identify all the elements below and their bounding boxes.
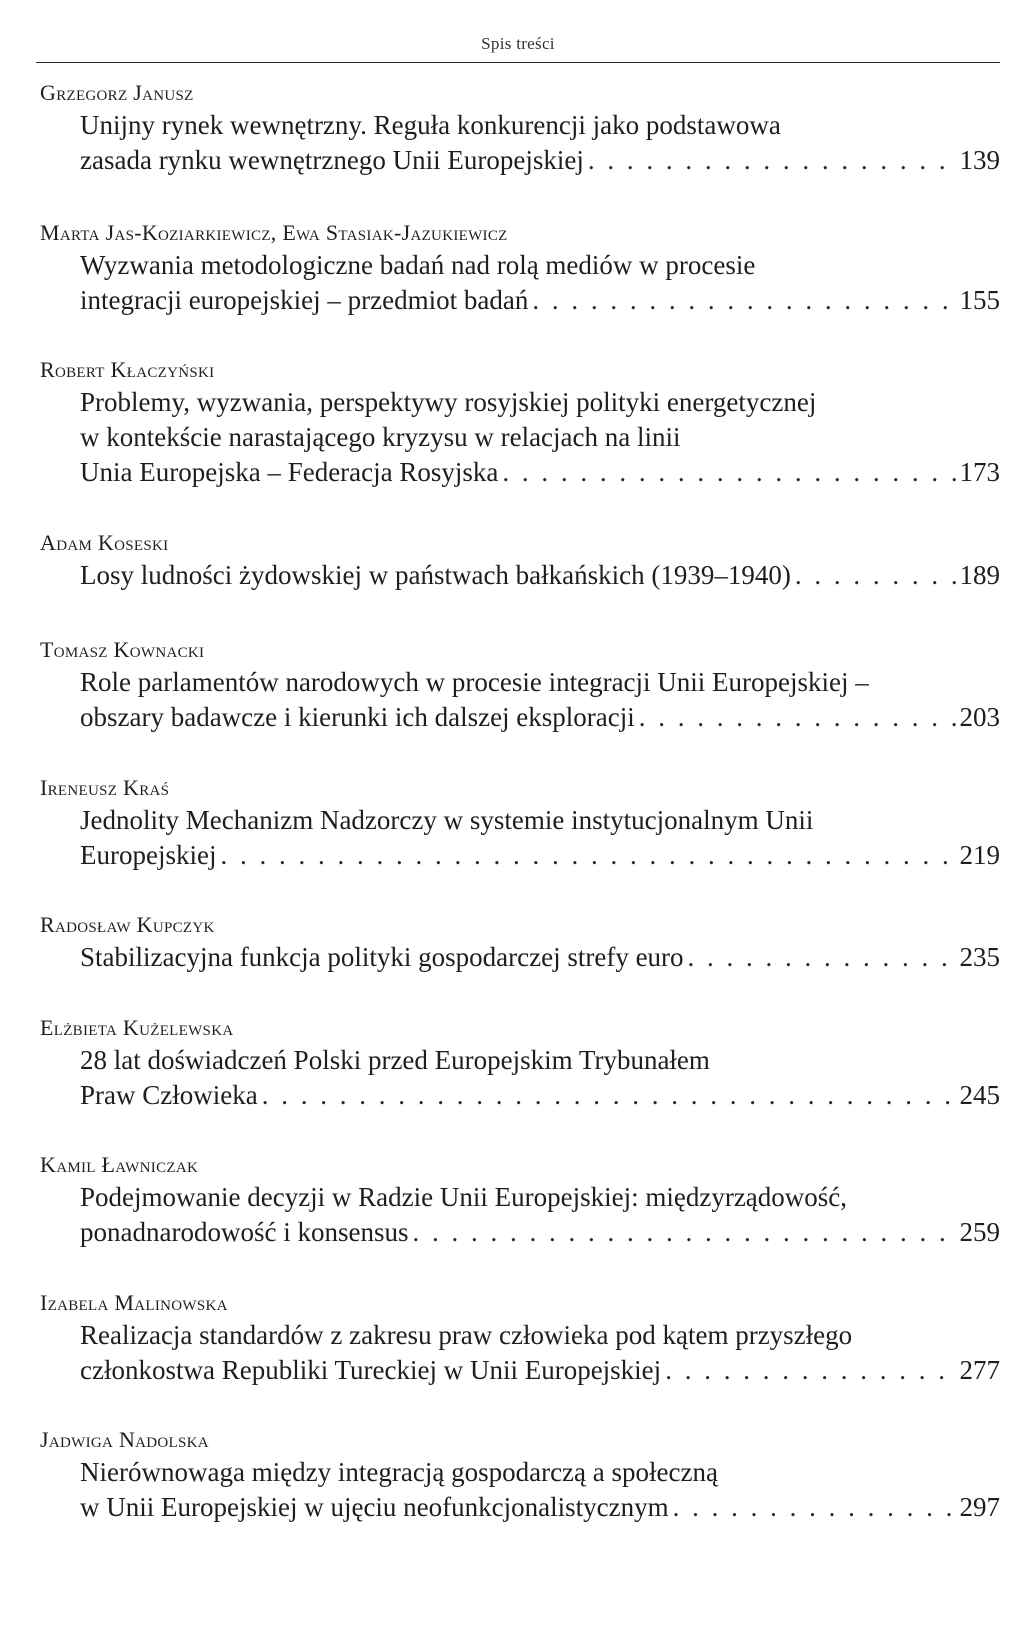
chapter-title-line: w kontekście narastającego kryzysu w relacjach na linii [80, 422, 681, 452]
page-number: 219 [959, 840, 1000, 870]
chapter-title-line: 28 lat doświadczeń Polski przed Europejskim Trybunałem [80, 1045, 710, 1075]
chapter-title-line: Wyzwania metodologiczne badań nad rolą mediów w procesie [80, 250, 756, 280]
author-name: Robert Kłaczyński [40, 357, 215, 382]
chapter-title-text: w Unii Europejskiej w ujęciu neofunkcjonalistycznym [80, 1492, 669, 1522]
toc-entry [40, 78, 1000, 178]
author-name: Elżbieta Kużelewska [40, 1015, 234, 1040]
author-name: Radosław Kupczyk [40, 912, 215, 937]
page-number: 297 [959, 1492, 1000, 1522]
chapter-title-text: integracji europejskiej – przedmiot badań [80, 285, 529, 315]
chapter-title-line: Jednolity Mechanizm Nadzorczy w systemie instytucjonalnym Unii [80, 805, 814, 835]
dot-leader [498, 455, 956, 490]
dot-leader [528, 283, 956, 318]
author-name: Jadwiga Nadolska [40, 1427, 209, 1452]
dot-leader [258, 1078, 956, 1113]
page-number: 245 [959, 1080, 1000, 1110]
dot-leader [635, 700, 956, 735]
chapter-title-line: Realizacja standardów z zakresu praw człowieka pod kątem przyszłego [80, 1320, 853, 1350]
page-number: 155 [959, 285, 1000, 315]
chapter-title-line: Problemy, wyzwania, perspektywy rosyjskiej polityki energetycznej [80, 387, 817, 417]
chapter-title-last-line [80, 558, 1000, 593]
dot-leader [584, 143, 956, 178]
chapter-title-last-line [80, 455, 1000, 490]
chapter-title-text: Praw Człowieka [80, 1080, 258, 1110]
chapter-title-text: Europejskiej [80, 840, 217, 870]
chapter-title-line: Podejmowanie decyzji w Radzie Unii Europejskiej: międzyrządowość, [80, 1182, 848, 1212]
chapter-title-last-line [80, 700, 1000, 735]
chapter-title-last-line [80, 1353, 1000, 1388]
author-name: Ireneusz Kraś [40, 775, 170, 800]
running-head: Spis treści [481, 34, 555, 53]
page-number: 277 [959, 1355, 1000, 1385]
toc-entry [40, 1425, 1000, 1525]
toc-entry [40, 910, 1000, 975]
toc-entry [40, 528, 1000, 593]
chapter-title-text: obszary badawcze i kierunki ich dalszej eksploracji [80, 702, 635, 732]
page-number: 203 [959, 702, 1000, 732]
dot-leader [791, 558, 956, 593]
toc-entry [40, 355, 1000, 490]
dot-leader [669, 1490, 956, 1525]
chapter-title-text: zasada rynku wewnętrznego Unii Europejskiej [80, 145, 584, 175]
dot-leader [661, 1353, 956, 1388]
page-number: 189 [959, 560, 1000, 590]
chapter-title-text: Stabilizacyjna funkcja polityki gospodarczej strefy euro [80, 942, 684, 972]
toc-entry [40, 773, 1000, 873]
page-number: 259 [959, 1217, 1000, 1247]
chapter-title-last-line [80, 143, 1000, 178]
chapter-title-line: Role parlamentów narodowych w procesie integracji Unii Europejskiej – [80, 667, 869, 697]
toc-entry [40, 1288, 1000, 1388]
chapter-title-last-line [80, 1490, 1000, 1525]
chapter-title-text: Losy ludności żydowskiej w państwach bałkańskich (1939–1940) [80, 560, 791, 590]
author-name: Marta Jas-Koziarkiewicz, Ewa Stasiak-Jazukiewicz [40, 220, 508, 245]
author-name: Tomasz Kownacki [40, 637, 205, 662]
chapter-title-text: członkostwa Republiki Tureckiej w Unii Europejskiej [80, 1355, 662, 1385]
dot-leader [216, 838, 956, 873]
dot-leader [408, 1215, 956, 1250]
toc-entry [40, 1150, 1000, 1250]
toc-entry [40, 635, 1000, 735]
page-number: 139 [959, 145, 1000, 175]
chapter-title-text: ponadnarodowość i konsensus [80, 1217, 409, 1247]
author-name: Adam Koseski [40, 530, 169, 555]
chapter-title-last-line [80, 283, 1000, 318]
author-name: Grzegorz Janusz [40, 80, 194, 105]
chapter-title-last-line [80, 1215, 1000, 1250]
author-name: Izabela Malinowska [40, 1290, 228, 1315]
author-name: Kamil Ławniczak [40, 1152, 199, 1177]
chapter-title-line: Nierównowaga między integracją gospodarczą a społeczną [80, 1457, 718, 1487]
dot-leader [684, 940, 956, 975]
chapter-title-last-line [80, 838, 1000, 873]
page-number: 173 [959, 457, 1000, 487]
chapter-title-line: Unijny rynek wewnętrzny. Reguła konkurencji jako podstawowa [80, 110, 781, 140]
chapter-title-text: Unia Europejska – Federacja Rosyjska [80, 457, 499, 487]
page-number: 235 [959, 942, 1000, 972]
chapter-title-last-line [80, 1078, 1000, 1113]
toc-entry [40, 218, 1000, 318]
chapter-title-last-line [80, 940, 1000, 975]
toc-entry [40, 1013, 1000, 1113]
